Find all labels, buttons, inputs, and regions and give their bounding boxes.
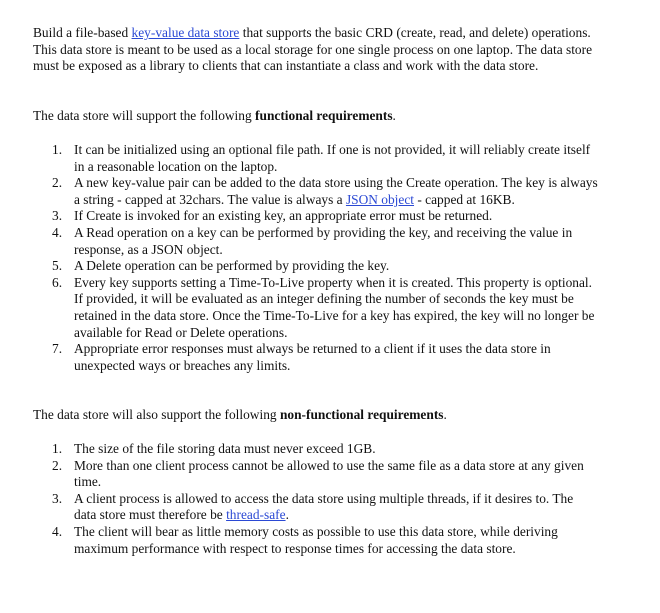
- item-text: A Read operation on a key can be performed by providing the key, and receiving the value in response, as a JSON object.: [74, 224, 573, 257]
- list-item: [50, 491, 595, 524]
- list-item: [50, 441, 595, 458]
- item-text-end: .: [285, 507, 289, 523]
- item-number: 7.: [52, 341, 63, 357]
- list-item: [50, 208, 600, 225]
- item-number: 4.: [52, 523, 63, 539]
- functional-requirements-list: [50, 142, 600, 374]
- json-object-link[interactable]: JSON object: [345, 191, 415, 207]
- functional-requirements-lead: [33, 108, 623, 125]
- intro-text-start: Build a file-based: [33, 25, 132, 40]
- functional-lead-prefix: The data store will support the following: [33, 108, 256, 123]
- item-number: 1.: [52, 441, 63, 456]
- item-text-end: - capped at 16KB.: [414, 191, 515, 207]
- list-item: [50, 225, 600, 258]
- functional-lead-suffix: .: [392, 108, 396, 123]
- intro-paragraph: [33, 25, 608, 75]
- item-text: Every key supports setting a Time-To-Live property when it is created. This property is optional. If provided, it will be evaluated as an integer defining the number of seconds the key must be retained in the data store. Once the Time-To-Live for a key has expired, the key will no longer be available for Read or Delete operations.: [74, 274, 595, 340]
- non-functional-requirements-lead: [33, 407, 623, 424]
- item-number: 2.: [52, 457, 63, 473]
- item-text: The client will bear as little memory costs as possible to use this data store, while deriving maximum performance with respect to response times for accessing the data store.: [74, 523, 558, 556]
- list-item: [50, 341, 600, 374]
- item-number: 3.: [52, 490, 63, 506]
- functional-requirements-heading: functional requirements: [255, 108, 393, 123]
- item-text: If Create is invoked for an existing key, an appropriate error must be returned.: [74, 208, 493, 224]
- non-functional-requirements-list: [50, 441, 595, 557]
- item-text: A Delete operation can be performed by providing the key.: [74, 258, 390, 274]
- item-number: 6.: [52, 274, 63, 290]
- item-text: It can be initialized using an optional file path. If one is not provided, it will reliably create itself in a reasonable location on the laptop.: [74, 142, 591, 174]
- item-text: A new key-value pair can be added to the data store using the Create operation. The key is always a string - capped at 32chars. The value is always a: [74, 175, 598, 207]
- list-item: [50, 458, 595, 491]
- list-item: [50, 258, 600, 275]
- item-text: A client process is allowed to access the data store using multiple threads, if it desires to. The data store must therefore be: [74, 490, 574, 523]
- item-text: Appropriate error responses must always be returned to a client if it uses the data store in unexpected ways or breaches any limits.: [74, 341, 551, 373]
- item-text: More than one client process cannot be allowed to use the same file as a data store at any given time.: [74, 457, 584, 490]
- list-item: [50, 142, 600, 175]
- nonfunctional-lead-suffix: .: [443, 407, 447, 422]
- intro-text-end: that supports the basic CRD (create, read, and delete) operations. This data store is meant to be used as a local storage for one single process on one laptop. The data store must be exposed as a library to clients that can instantiate a class and work with the data store.: [33, 25, 593, 74]
- item-number: 1.: [52, 142, 63, 157]
- nonfunctional-lead-prefix: The data store will also support the following: [33, 407, 280, 422]
- item-number: 4.: [52, 224, 63, 240]
- list-item: [50, 175, 600, 208]
- non-functional-requirements-heading: non-functional requirements: [279, 407, 444, 422]
- key-value-data-store-link[interactable]: key-value data store: [131, 25, 240, 40]
- item-number: 3.: [52, 208, 63, 224]
- list-item: [50, 524, 595, 557]
- list-item: [50, 275, 600, 341]
- item-number: 5.: [52, 258, 63, 274]
- item-number: 2.: [52, 175, 63, 191]
- thread-safe-link[interactable]: thread-safe: [226, 507, 286, 523]
- item-text: The size of the file storing data must never exceed 1GB.: [74, 441, 376, 456]
